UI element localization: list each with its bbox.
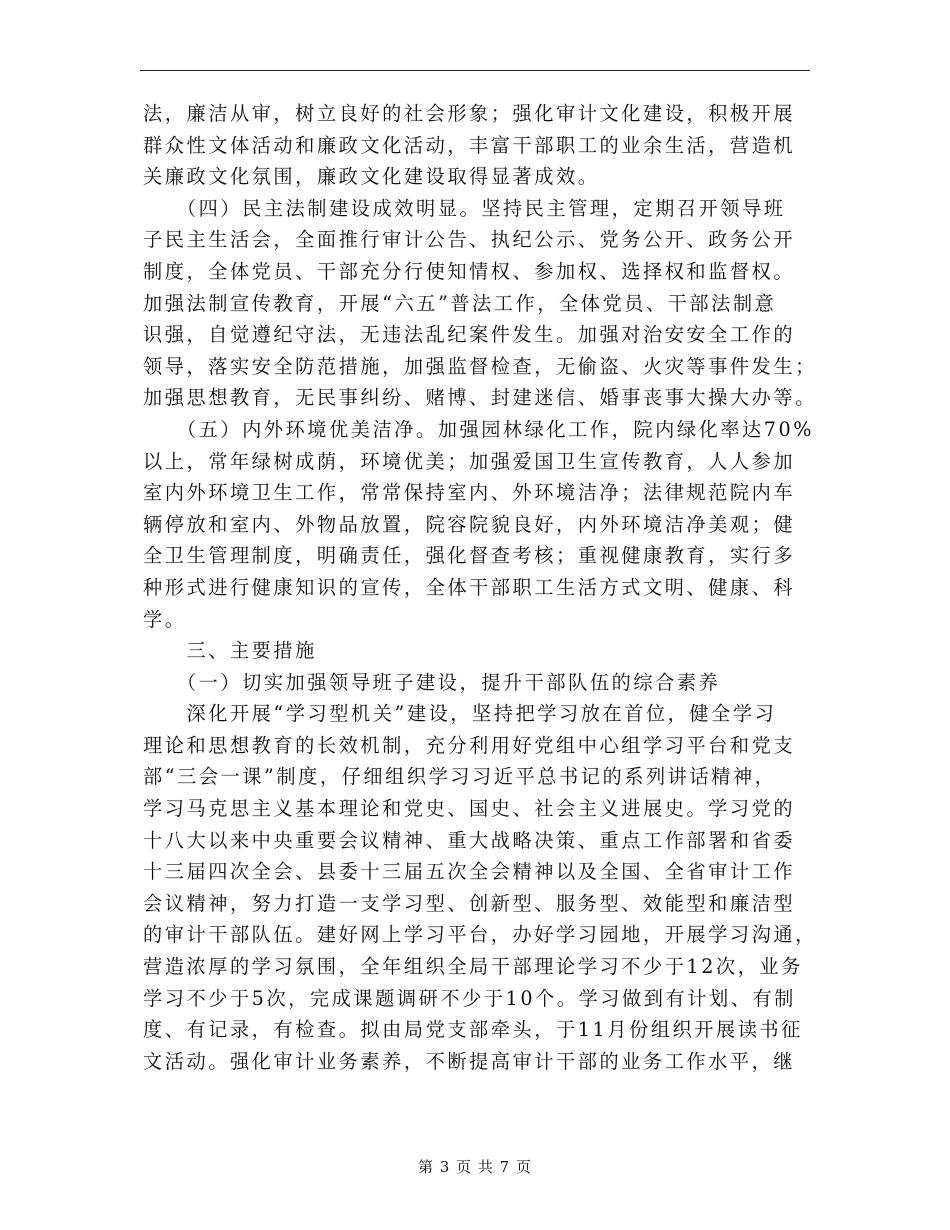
text-line: 种形式进行健康知识的宣传，全体干部职工生活方式文明、健康、科 [143, 575, 796, 599]
page-number-label: 第 3 页 共 7 页 [418, 1158, 532, 1176]
page-footer [0, 1156, 950, 1177]
text-line: 文活动。强化审计业务素养，不断提高审计干部的业务工作水平，继 [143, 1049, 796, 1073]
text-line: 领导，落实安全防范措施，加强监督检查，无偷盗、火灾等事件发生； [143, 354, 817, 378]
text-line: 十八大以来中央重要会议精神、重大战略决策、重点工作部署和省委 [143, 828, 796, 852]
header-rule [140, 70, 810, 71]
document-body [143, 98, 815, 1077]
text-line: 识强，自觉遵纪守法，无违法乱纪案件发生。加强对治安安全工作的 [143, 323, 796, 347]
text-line: 关廉政文化氛围，廉政文化建设取得显著成效。 [143, 165, 600, 189]
text-line: 理论和思想教育的长效机制，充分利用好党组中心组学习平台和党支 [143, 733, 796, 757]
text-line: 部“三会一课”制度，仔细组织学习习近平总书记的系列讲话精神， [143, 765, 777, 789]
text-line: （四）民主法制建设成效明显。坚持民主管理，定期召开领导班 [143, 196, 786, 220]
text-line: 室内外环境卫生工作，常常保持室内、外环境洁净；法律规范院内车 [143, 481, 796, 505]
text-line: （五）内外环境优美洁净。加强园林绿化工作，院内绿化率达70% [143, 417, 815, 441]
text-line: 制度，全体党员、干部充分行使知情权、参加权、选择权和监督权。 [143, 259, 796, 283]
text-line: 子民主生活会，全面推行审计公告、执纪公示、党务公开、政务公开 [143, 228, 796, 252]
text-line: 深化开展“学习型机关”建设，坚持把学习放在首位，健全学习 [143, 702, 777, 726]
text-line: 以上，常年绿树成荫，环境优美；加强爱国卫生宣传教育，人人参加 [143, 449, 796, 473]
text-line: 法，廉洁从审，树立良好的社会形象；强化审计文化建设，积极开展 [143, 102, 796, 125]
text-line: 全卫生管理制度，明确责任，强化督查考核；重视健康教育，实行多 [143, 544, 796, 568]
text-line: 学。 [143, 607, 187, 631]
text-line: 会议精神，努力打造一支学习型、创新型、服务型、效能型和廉洁型 [143, 891, 796, 915]
text-line: 辆停放和室内、外物品放置，院容院貌良好，内外环境洁净美观；健 [143, 512, 796, 536]
text-line: 的审计干部队伍。建好网上学习平台，办好学习园地，开展学习沟通， [143, 923, 817, 947]
text-line: 十三届四次全会、县委十三届五次全会精神以及全国、全省审计工作 [143, 860, 796, 884]
text-line: 学习不少于5次，完成课题调研不少于10个。学习做到有计划、有制 [143, 986, 796, 1010]
text-line: 加强法制宣传教育，开展“六五”普法工作，全体党员、干部法制意 [143, 291, 777, 315]
text-line: 营造浓厚的学习氛围，全年组织全局干部理论学习不少于12次，业务 [143, 955, 803, 979]
text-line: （一）切实加强领导班子建设，提升干部队伍的综合素养 [143, 670, 721, 694]
text-line: 度、有记录，有检查。拟由局党支部牵头，于11月份组织开展读书征 [143, 1018, 803, 1042]
text-line: 群众性文体活动和廉政文化活动，丰富干部职工的业余生活，营造机 [143, 133, 796, 157]
text-line: 学习马克思主义基本理论和党史、国史、社会主义进展史。学习党的 [143, 797, 796, 821]
text-line: 三、主要措施 [143, 639, 317, 663]
text-line: 加强思想教育，无民事纠纷、赌博、封建迷信、婚事丧事大操大办等。 [143, 386, 817, 410]
